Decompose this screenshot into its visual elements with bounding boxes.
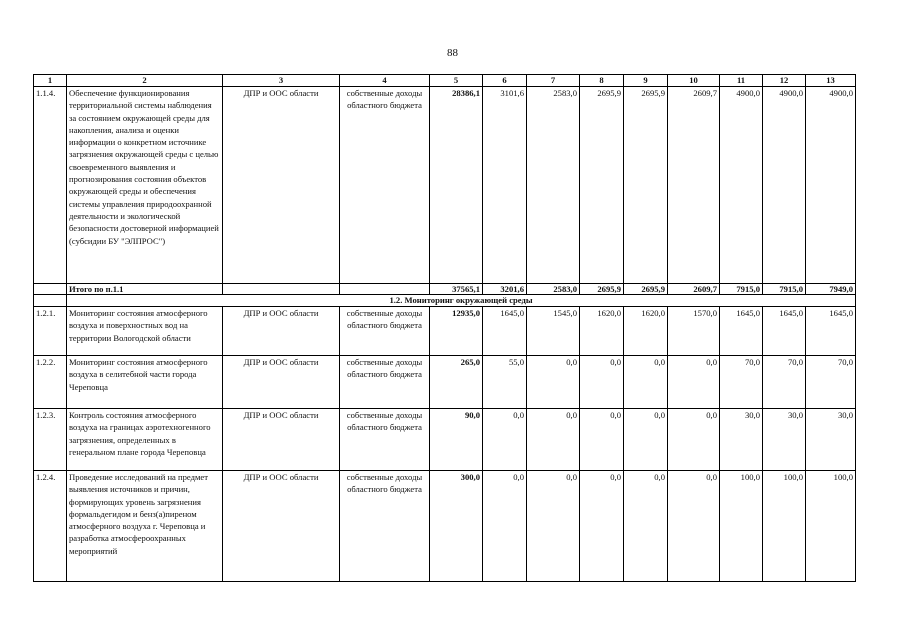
- row-source: собственные доходы областного бюджета: [340, 409, 430, 471]
- row-value: 4900,0: [806, 87, 856, 284]
- row-total: 90,0: [430, 409, 483, 471]
- row-value: 70,0: [806, 356, 856, 409]
- row-value: 2695,9: [580, 87, 624, 284]
- row-value: 4900,0: [720, 87, 763, 284]
- total-value: 2695,9: [624, 284, 668, 295]
- row-value: 0,0: [527, 409, 580, 471]
- row-value: 1570,0: [668, 307, 720, 356]
- total-value: 2583,0: [527, 284, 580, 295]
- column-number: 12: [763, 75, 806, 87]
- row-value: 30,0: [763, 409, 806, 471]
- row-value: 0,0: [624, 471, 668, 582]
- row-name: Контроль состояния атмосферного воздуха на границах аэротехногенного загрязнения, определенных в генеральном плане города Череповца: [67, 409, 223, 471]
- row-value: 2695,9: [624, 87, 668, 284]
- row-value: 55,0: [483, 356, 527, 409]
- row-value: 100,0: [763, 471, 806, 582]
- section-title: 1.2. Мониторинг окружающей среды: [67, 295, 856, 307]
- row-code: 1.2.4.: [34, 471, 67, 582]
- row-value: 0,0: [527, 356, 580, 409]
- section-empty-cell: [34, 295, 67, 307]
- column-number: 9: [624, 75, 668, 87]
- column-number: 4: [340, 75, 430, 87]
- row-executor: ДПР и ООС области: [223, 356, 340, 409]
- column-number: 5: [430, 75, 483, 87]
- row-value: 0,0: [624, 409, 668, 471]
- row-source: собственные доходы областного бюджета: [340, 356, 430, 409]
- table-row: [34, 307, 856, 356]
- row-total: 265,0: [430, 356, 483, 409]
- row-executor: ДПР и ООС области: [223, 307, 340, 356]
- row-value: 1620,0: [624, 307, 668, 356]
- row-value: 0,0: [668, 356, 720, 409]
- total-row: [34, 284, 856, 295]
- total-value: 7949,0: [806, 284, 856, 295]
- row-value: 1645,0: [806, 307, 856, 356]
- total-value: 3201,6: [483, 284, 527, 295]
- total-sum: 37565,1: [430, 284, 483, 295]
- column-number: 10: [668, 75, 720, 87]
- row-value: 0,0: [668, 471, 720, 582]
- row-value: 0,0: [580, 409, 624, 471]
- row-value: 2609,7: [668, 87, 720, 284]
- row-total: 12935,0: [430, 307, 483, 356]
- row-value: 4900,0: [763, 87, 806, 284]
- row-value: 30,0: [720, 409, 763, 471]
- row-name: Проведение исследований на предмет выявления источников и причин, формирующих уровень загрязнения формальдегидом и бенз(а)пиреном атмосферного воздуха г. Череповца и разработка атмосфероохранных мероприятий: [67, 471, 223, 582]
- total-empty-cell: [34, 284, 67, 295]
- total-value: 7915,0: [763, 284, 806, 295]
- row-executor: ДПР и ООС области: [223, 471, 340, 582]
- row-value: 2583,0: [527, 87, 580, 284]
- table-row: [34, 409, 856, 471]
- budget-table: [33, 74, 856, 582]
- row-total: 300,0: [430, 471, 483, 582]
- row-value: 0,0: [624, 356, 668, 409]
- row-executor: ДПР и ООС области: [223, 87, 340, 284]
- total-value: 2609,7: [668, 284, 720, 295]
- row-name: Мониторинг состояния атмосферного воздуха и поверхностных вод на территории Вологодской области: [67, 307, 223, 356]
- row-value: 70,0: [720, 356, 763, 409]
- row-source: собственные доходы областного бюджета: [340, 307, 430, 356]
- row-value: 0,0: [483, 409, 527, 471]
- table-row: [34, 356, 856, 409]
- row-value: 0,0: [580, 356, 624, 409]
- row-code: 1.1.4.: [34, 87, 67, 284]
- row-value: 100,0: [720, 471, 763, 582]
- table-row: [34, 471, 856, 582]
- row-source: собственные доходы областного бюджета: [340, 87, 430, 284]
- column-number: 7: [527, 75, 580, 87]
- row-value: 70,0: [763, 356, 806, 409]
- row-code: 1.2.2.: [34, 356, 67, 409]
- row-value: 100,0: [806, 471, 856, 582]
- row-value: 0,0: [483, 471, 527, 582]
- row-value: 1645,0: [720, 307, 763, 356]
- column-number: 11: [720, 75, 763, 87]
- row-total: 28386,1: [430, 87, 483, 284]
- row-value: 1645,0: [763, 307, 806, 356]
- total-value: 7915,0: [720, 284, 763, 295]
- row-code: 1.2.1.: [34, 307, 67, 356]
- column-number: 1: [34, 75, 67, 87]
- column-number: 8: [580, 75, 624, 87]
- total-label: Итого по п.1.1: [67, 284, 223, 295]
- column-number: 2: [67, 75, 223, 87]
- total-empty-cell: [223, 284, 340, 295]
- column-number: 13: [806, 75, 856, 87]
- page-number: 88: [447, 47, 458, 59]
- row-executor: ДПР и ООС области: [223, 409, 340, 471]
- row-value: 3101,6: [483, 87, 527, 284]
- table-row: [34, 87, 856, 284]
- row-value: 0,0: [668, 409, 720, 471]
- row-value: 1545,0: [527, 307, 580, 356]
- row-value: 0,0: [580, 471, 624, 582]
- column-number-row: [34, 75, 856, 87]
- row-value: 0,0: [527, 471, 580, 582]
- column-number: 6: [483, 75, 527, 87]
- row-name: Мониторинг состояния атмосферного воздуха в селитебной части города Череповца: [67, 356, 223, 409]
- section-row: [34, 295, 856, 307]
- row-source: собственные доходы областного бюджета: [340, 471, 430, 582]
- total-empty-cell: [340, 284, 430, 295]
- row-code: 1.2.3.: [34, 409, 67, 471]
- total-value: 2695,9: [580, 284, 624, 295]
- column-number: 3: [223, 75, 340, 87]
- row-value: 1620,0: [580, 307, 624, 356]
- row-name: Обеспечение функционирования территориальной системы наблюдения за состоянием окружающей среды для накопления, анализа и оценки информации о конкретном источнике загрязнения окружающей среды с целью своевременного выявления и прогнозирования состояния объектов окружающей среды и обеспечения системы управления природоохранной деятельности и экологической безопасности достоверной информацией (субсидии БУ "ЭЛПРОС"): [67, 87, 223, 284]
- row-value: 30,0: [806, 409, 856, 471]
- row-value: 1645,0: [483, 307, 527, 356]
